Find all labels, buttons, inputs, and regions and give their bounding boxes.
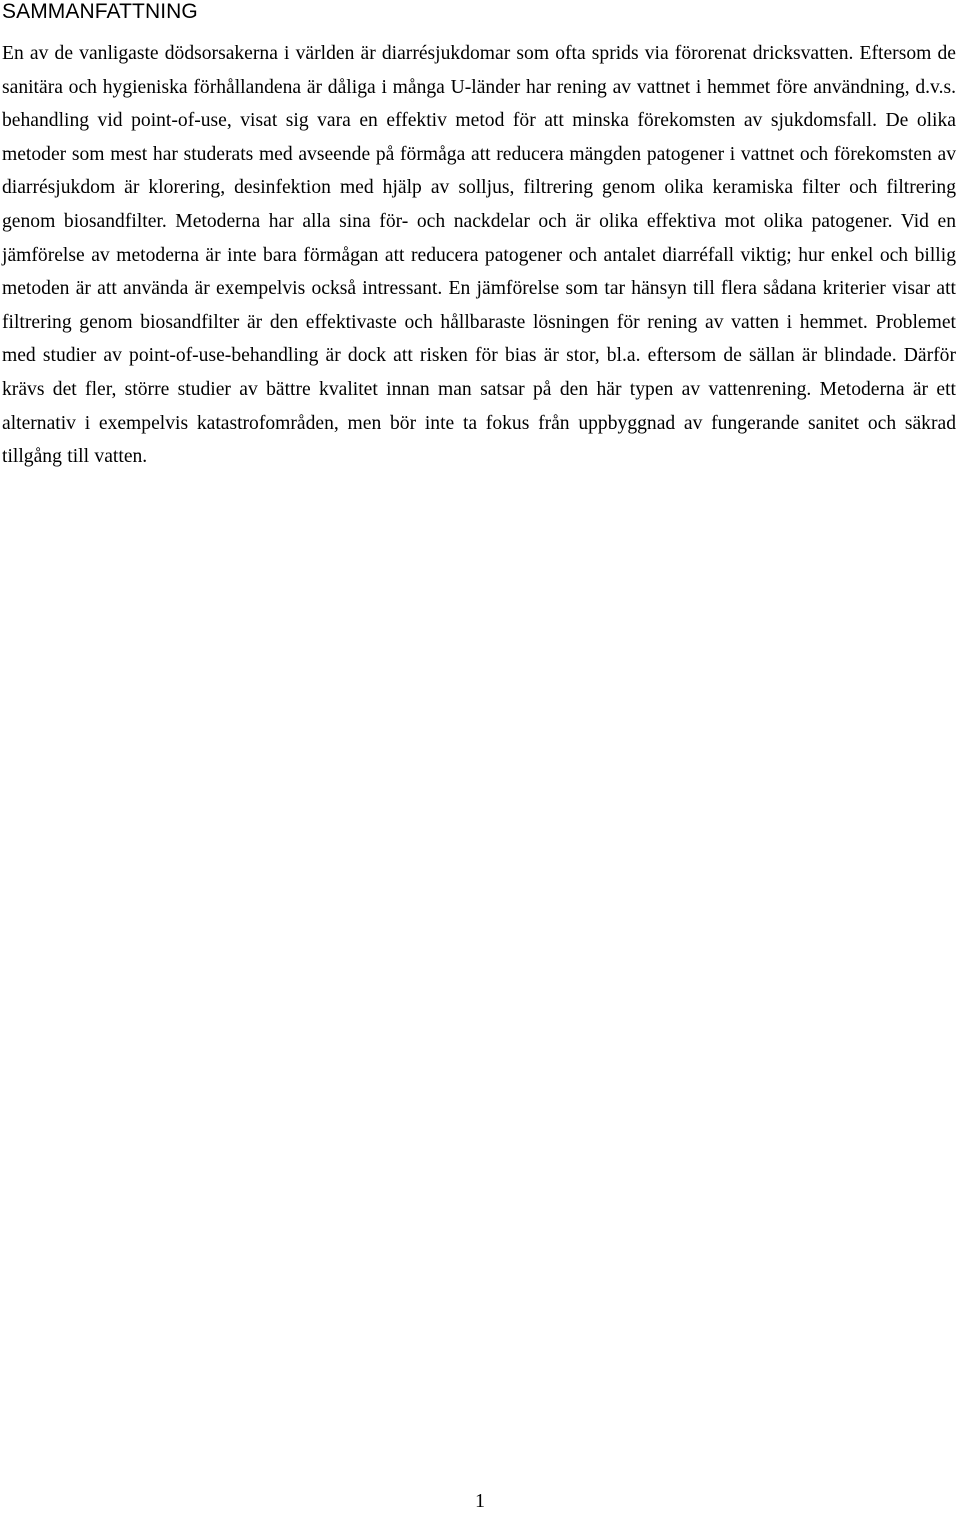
page-number: 1	[475, 1490, 485, 1512]
section-heading: SAMMANFATTNING	[2, 0, 198, 23]
abstract-paragraph: En av de vanligaste dödsorsakerna i världen är diarrésjukdomar som ofta sprids via förorenat dricksvatten. Eftersom de sanitära och hygieniska förhållandena är dåliga i många U-länder har rening av vattnet i hemmet före användning, d.v.s. behandling vid point-of-use, visat sig vara en effektiv metod för att minska förekomsten av sjukdomsfall. De olika metoder som mest har studerats med avseende på förmåga att reducera mängden patogener i vattnet och förekomsten av diarrésjukdom är klorering, desinfektion med hjälp av solljus, filtrering genom olika keramiska filter och filtrering genom biosandfilter. Metoderna har alla sina för- och nackdelar och är olika effektiva mot olika patogener. Vid en jämförelse av metoderna är inte bara förmågan att reducera patogener och antalet diarréfall viktig; hur enkel och billig metoden är att använda är exempelvis också intressant. En jämförelse som tar hänsyn till flera sådana kriterier visar att filtrering genom biosandfilter är den effektivaste och hållbaraste lösningen för rening av vatten i hemmet. Problemet med studier av point-of-use-behandling är dock att risken för bias är stor, bl.a. eftersom de sällan är blindade. Därför krävs det fler, större studier av bättre kvalitet innan man satsar på den här typen av vattenrening. Metoderna är ett alternativ i exempelvis katastrofområden, men bör inte ta fokus från uppbyggnad av fungerande sanitet och säkrad tillgång till vatten.	[2, 43, 956, 468]
